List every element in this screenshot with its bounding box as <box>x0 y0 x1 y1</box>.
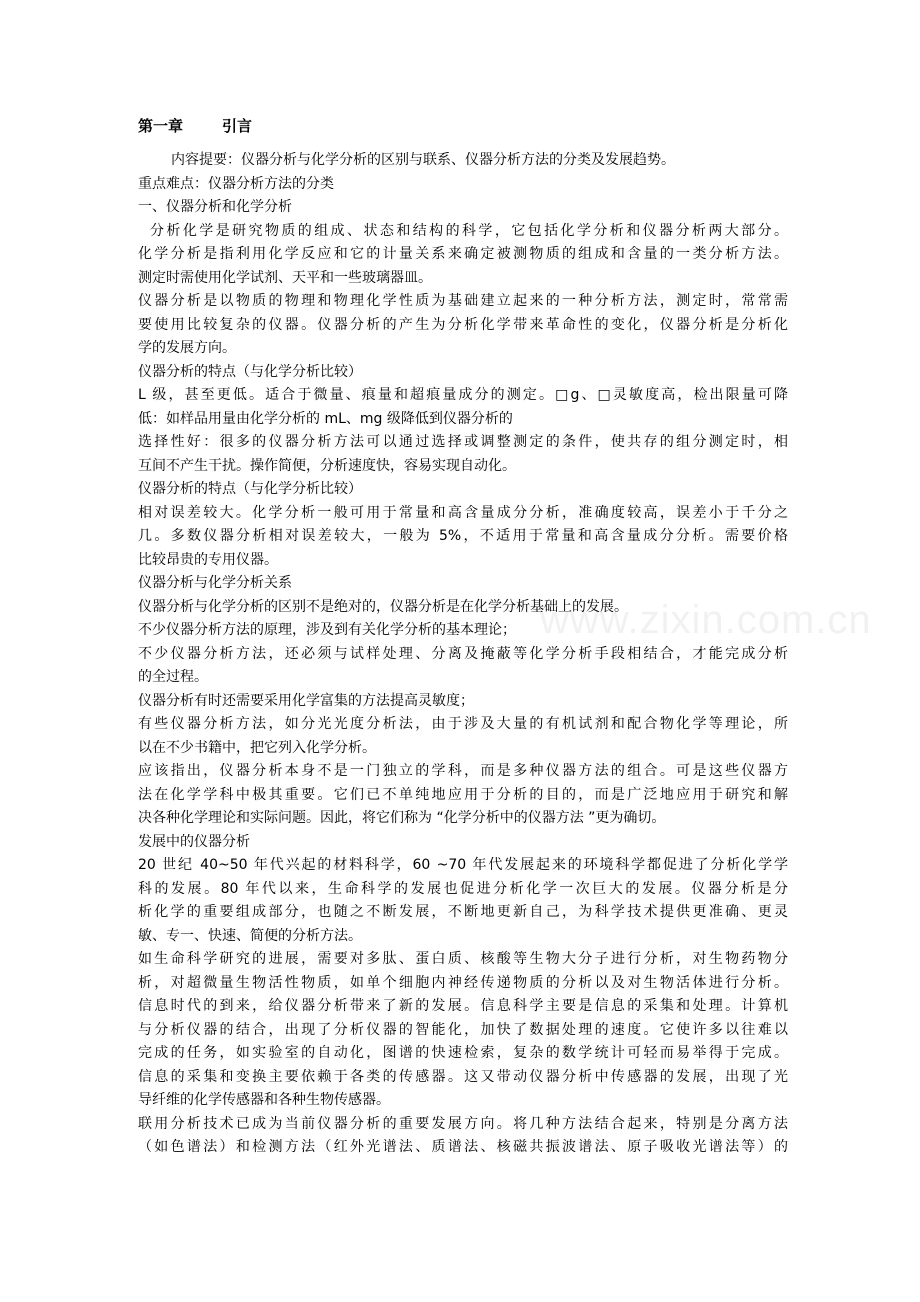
text-line: 要使用比较复杂的仪器。仪器分析的产生为分析化学带来革命性的变化，仪器分析是分析化 <box>138 316 788 333</box>
text-line: 与分析仪器的结合，出现了分析仪器的智能化，加快了数据处理的速度。它使许多以往难以 <box>138 1021 788 1038</box>
text-line: 信息的采集和变换主要依赖于各类的传感器。这又带动仪器分析中传感器的发展，出现了光 <box>138 1068 788 1085</box>
text-line: 的全过程。 <box>138 669 208 685</box>
text-line: 化学分析是指利用化学反应和它的计量关系来确定被测物质的组成和含量的一类分析方法。 <box>138 246 788 262</box>
chapter-number: 第一章 <box>138 117 184 135</box>
text-line: 20 世纪 40~50 年代兴起的材料科学，60 ~70 年代发展起来的环境科学都促进了分析化学学 <box>138 857 788 873</box>
text-line: 析，对超微量生物活性物质，如单个细胞内神经传递物质的分析以及对生物活体进行分析。 <box>138 974 788 991</box>
text-line: 法在化学学科中极其重要。它们已不单纯地应用于分析的目的，而是广泛地应用于研究和解 <box>138 786 788 803</box>
text-line: 以在不少书籍中，把它列入化学分析。 <box>138 739 376 756</box>
text-line: 敏、专一、快速、简便的分析方法。 <box>138 927 362 944</box>
text-line: 有些仪器分析方法，如分光光度分析法，由于涉及大量的有机试剂和配合物化学等理论，所 <box>138 716 788 732</box>
document-body <box>138 149 788 1160</box>
text-line: 联用分析技术已成为当前仪器分析的重要发展方向。将几种方法结合起来，特别是分离方法 <box>138 1115 788 1132</box>
text-line: 一、仪器分析和化学分析 <box>138 199 292 215</box>
chapter-heading <box>138 116 788 136</box>
text-line: 重点难点：仪器分析方法的分类 <box>138 175 334 192</box>
text-line: 如生命科学研究的进展，需要对多肽、蛋白质、核酸等生物大分子进行分析，对生物药物分 <box>138 951 788 967</box>
text-line: 学的发展方向。 <box>138 340 236 356</box>
text-line: 不少仪器分析方法，还必须与试样处理、分离及掩蔽等化学分析手段相结合，才能完成分析 <box>138 645 788 662</box>
text-line: 仪器分析是以物质的物理和物理化学性质为基础建立起来的一种分析方法，测定时，常常需 <box>138 293 788 309</box>
text-line: 决各种化学理论和实际问题。因此，将它们称为 “化学分析中的仪器方法 ”更为确切。 <box>138 810 666 826</box>
text-line: 相对误差较大。化学分析一般可用于常量和高含量成分分析，准确度较高，误差小于千分之 <box>138 504 788 521</box>
text-line: 分析化学是研究物质的组成、状态和结构的科学，它包括化学分析和仪器分析两大部分。 <box>150 222 788 239</box>
text-line: 析化学的重要组成部分，也随之不断发展，不断地更新自己，为科学技术提供更准确、更灵 <box>138 904 788 920</box>
text-line: 发展中的仪器分析 <box>138 833 250 850</box>
text-line: 几。多数仪器分析相对误差较大，一般为 5%，不适用于常量和高含量成分分析。需要价格 <box>138 528 788 544</box>
text-line: 完成的任务，如实验室的自动化，图谱的快速检索，复杂的数学统计可轻而易举得于完成。 <box>138 1045 788 1061</box>
text-line: 比较昂贵的专用仪器。 <box>138 551 278 568</box>
document-page <box>138 116 788 1160</box>
text-line: 仪器分析有时还需要采用化学富集的方法提高灵敏度； <box>138 692 474 709</box>
text-line: 应该指出，仪器分析本身不是一门独立的学科，而是多种仪器方法的组合。可是这些仪器方 <box>138 763 788 779</box>
text-line: 测定时需使用化学试剂、天平和一些玻璃器皿。 <box>138 269 432 286</box>
text-line: 互间不产生干扰。操作简便，分析速度快，容易实现自动化。 <box>138 457 516 474</box>
text-line: 仪器分析的特点（与化学分析比较） <box>138 363 362 380</box>
chapter-title: 引言 <box>222 117 253 135</box>
text-line: L 级，甚至更低。适合于微量、痕量和超痕量成分的测定。□g、□灵敏度高，检出限量可降 <box>138 387 788 403</box>
text-line: 仪器分析与化学分析关系 <box>138 575 292 591</box>
text-line: 仪器分析的特点（与化学分析比较） <box>138 481 362 497</box>
text-line: 科的发展。80 年代以来，生命科学的发展也促进分析化学一次巨大的发展。仪器分析是分 <box>138 880 788 897</box>
watermark: www.zixin.com.cn <box>540 598 872 642</box>
text-line: 信息时代的到来，给仪器分析带来了新的发展。信息科学主要是信息的采集和处理。计算机 <box>138 998 788 1014</box>
text-line: 低：如样品用量由化学分析的 mL、mg 级降低到仪器分析的 <box>138 410 513 427</box>
text-line: 内容提要：仪器分析与化学分析的区别与联系、仪器分析方法的分类及发展趋势。 <box>171 152 675 168</box>
text-line: （如色谱法）和检测方法（红外光谱法、质谱法、核磁共振波谱法、原子吸收光谱法等）的 <box>138 1139 788 1155</box>
text-line: 选择性好：很多的仪器分析方法可以通过选择或调整测定的条件，使共存的组分测定时，相 <box>138 434 788 450</box>
text-line: 不少仪器分析方法的原理，涉及到有关化学分析的基本理论； <box>138 622 516 638</box>
text-line: 导纤维的化学传感器和各种生物传感器。 <box>138 1092 390 1108</box>
text-line: 仪器分析与化学分析的区别不是绝对的，仪器分析是在化学分析基础上的发展。 <box>138 598 628 615</box>
